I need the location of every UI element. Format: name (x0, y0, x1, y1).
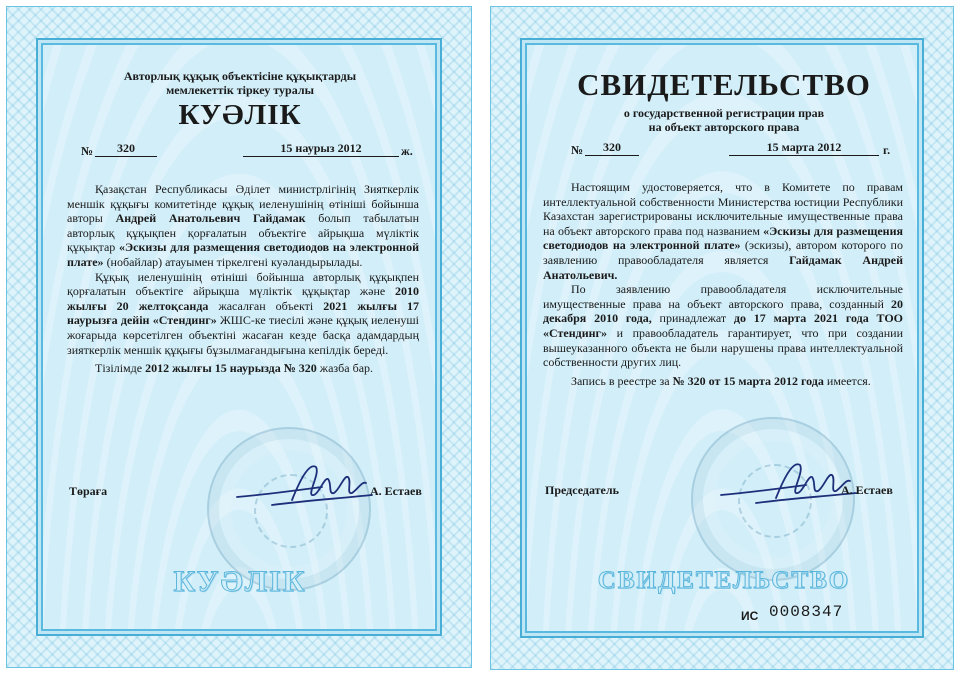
number-prefix: № (81, 144, 94, 158)
subtitle-line-1: о государственной регистрации прав (623, 106, 825, 120)
document-title: СВИДЕТЕЛЬСТВО (577, 67, 871, 102)
subtitle (541, 106, 907, 134)
paragraph-1: Қазақстан Республикасы Әділет министрлігінің Зияткерлік меншік құқығы комитетінде құқық иеленушінің өтініші бойынша авторы Андрей Анатольевич Гайдамак болып табылатын авторлық құқықпен қорғалатын объектіге айрықша мүліктік құқықтар «Эскизы для размещения светодиодов на электронной плате» (нобайлар) атауымен тіркелгені куәландырылады. (67, 182, 419, 269)
body-text (67, 182, 419, 376)
certificate-kazakh (6, 6, 472, 668)
chair-label: Председатель (545, 483, 619, 497)
paragraph-2: Құқық иеленушінің өтініші бойынша авторлық құқықпен қорғалатын объектіге айрықша мүліктік құқықтар және 2010 жылғы 20 желтоқсанда жасалған объекті 2021 жылғы 17 наурызға дейін «Стендинг» ЖШС-ке тиесілі және құқық иеленуші жоғарыда көрсетілген объектіні жасаған кезде басқа адамдардың зияткерлік меншік құқығы бұзылмағандығына кепілдік береді. (67, 269, 419, 357)
date-suffix: ж. (401, 144, 413, 158)
registration-date: 15 наурыз 2012 (243, 141, 399, 157)
number-prefix: № (571, 143, 584, 157)
chair-name: А. Естаев (841, 483, 893, 497)
header-line-2: мемлекеттік тіркеу туралы (166, 83, 314, 97)
watermark-title: КУӘЛІК (173, 565, 307, 598)
chair-name: А. Естаев (370, 484, 422, 498)
paragraph-2: По заявлению правообладателя исключительные имущественные права на объект авторского права, созданный 20 декабря 2010 года, принадлежат до 17 марта 2021 года ТОО «Стендинг» и правообладатель гарантирует, что при создании вышеуказанного объекта не были нарушены права интеллектуальной собственности других лиц. (543, 282, 904, 370)
signature-image (232, 455, 382, 515)
registration-number: 320 (95, 141, 157, 157)
registration-date: 15 марта 2012 (729, 140, 879, 156)
serial-number: 0008347 (769, 603, 844, 621)
paragraph-1: Настоящим удостоверяется, что в Комитете по правам интеллектуальной собственности Министерства юстиции Республики Казахстан зарегистрированы исключительные имущественные права на объект авторского права под названием «Эскизы для размещения светодиодов на электронной плате» (эскизы), автором которого по заявлению правообладателя является Гайдамак Андрей Анатольевич. (543, 180, 903, 282)
subtitle-line-2: на объект авторского права (648, 120, 800, 134)
body-text (543, 180, 903, 388)
paragraph-3: Тізілімде 2012 жылғы 15 наурызда № 320 жазба бар. (95, 361, 374, 376)
serial-prefix: ИС (741, 609, 759, 623)
header (67, 69, 413, 97)
certificate-russian (490, 6, 954, 670)
watermark-title: СВИДЕТЕЛЬСТВО (597, 567, 851, 594)
document-title: КУӘЛІК (178, 99, 302, 131)
date-suffix: г. (883, 143, 891, 157)
header-line-1: Авторлық құқық объектісіне құқықтарды (123, 69, 357, 83)
paragraph-3: Запись в реестре за № 320 от 15 марта 2012 года имеется. (571, 373, 871, 388)
chair-label: Төраға (69, 484, 108, 498)
registration-number: 320 (585, 140, 639, 156)
